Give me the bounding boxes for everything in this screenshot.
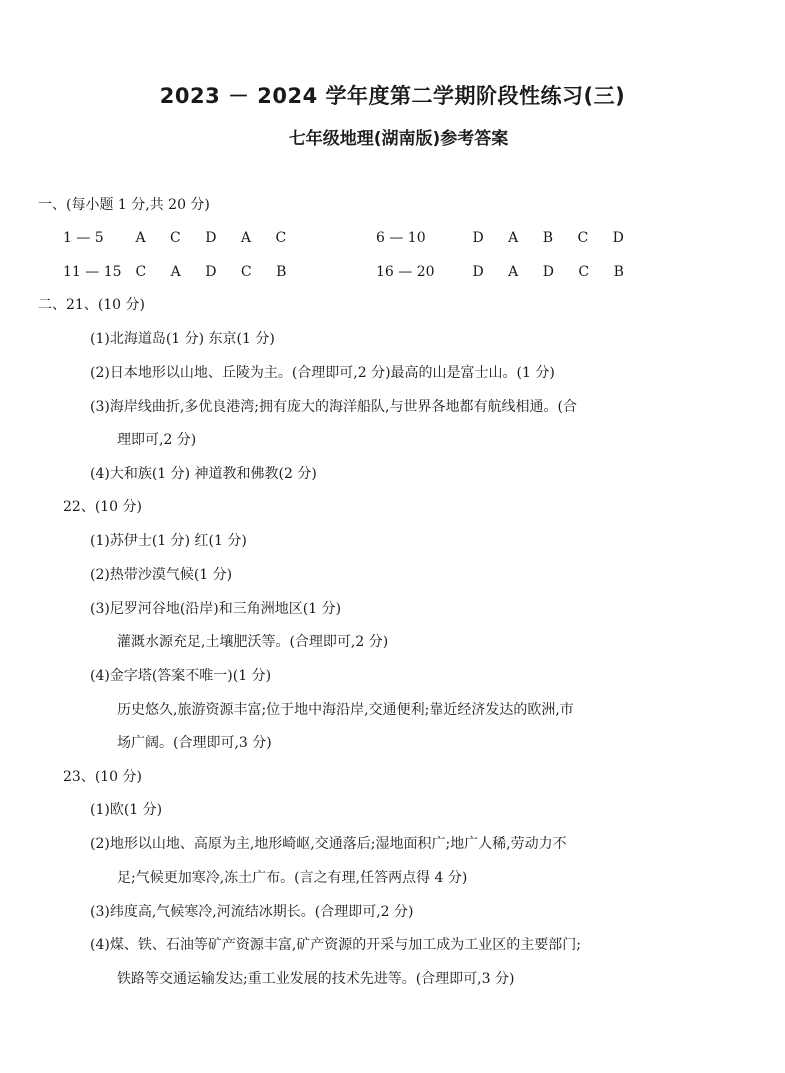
- answer-line: (1)北海道岛(1 分) 东京(1 分): [90, 331, 275, 347]
- answer-line: (4)煤、铁、石油等矿产资源丰富,矿产资源的开采与加工成为工业区的主要部门;: [90, 937, 581, 953]
- page-title: 2023 － 2024 学年度第二学期阶段性练习(三): [159, 84, 626, 108]
- answer-letter: A: [135, 230, 146, 246]
- answer-line: 灌溉水源充足,土壤肥沃等。(合理即可,2 分): [117, 634, 389, 650]
- answer-line: (4)金字塔(答案不唯一)(1 分): [90, 668, 272, 684]
- answer-letter: B: [276, 264, 287, 280]
- answer-letter: A: [508, 264, 519, 280]
- answer-letter: C: [240, 264, 252, 280]
- answer-letter: A: [170, 264, 181, 280]
- answer-letter: D: [472, 264, 484, 280]
- answer-range: 1 — 5: [63, 230, 104, 246]
- answer-line: (2)日本地形以山地、丘陵为主。(合理即可,2 分)最高的山是富士山。(1 分): [90, 365, 555, 381]
- answer-letter: D: [205, 264, 217, 280]
- answer-group: [63, 262, 306, 282]
- answer-letter: D: [472, 230, 484, 246]
- answer-letter: D: [205, 230, 217, 246]
- answer-line: 理即可,2 分): [117, 432, 197, 448]
- answer-letter: B: [613, 264, 624, 280]
- answer-line: 铁路等交通运输发达;重工业发展的技术先进等。(合理即可,3 分): [117, 971, 515, 987]
- answer-line: (4)大和族(1 分) 神道教和佛教(2 分): [90, 466, 317, 482]
- answer-letter: C: [135, 264, 147, 280]
- answer-letter: C: [577, 230, 589, 246]
- answer-letter: D: [612, 230, 624, 246]
- answer-letter: C: [578, 264, 590, 280]
- answer-range: 16 — 20: [376, 264, 435, 280]
- answer-line: 历史悠久,旅游资源丰富;位于地中海沿岸,交通便利;靠近经济发达的欧洲,市: [117, 702, 574, 718]
- q23-heading: 23、(10 分): [63, 769, 143, 785]
- answer-line: (1)苏伊士(1 分) 红(1 分): [90, 533, 247, 549]
- answer-letter: C: [275, 230, 287, 246]
- section1-heading: 一、(每小题 1 分,共 20 分): [38, 197, 210, 213]
- answer-line: (2)地形以山地、高原为主,地形崎岖,交通落后;湿地面积广;地广人稀,劳动力不: [90, 836, 567, 852]
- answer-letter: A: [240, 230, 252, 246]
- answer-group: [376, 228, 644, 248]
- answer-range: 6 — 10: [376, 230, 426, 246]
- answer-range: 11 — 15: [63, 264, 122, 280]
- answer-line: (3)海岸线曲折,多优良港湾;拥有庞大的海洋船队,与世界各地都有航线相通。(合: [90, 399, 577, 415]
- answer-line: (3)纬度高,气候寒冷,河流结冰期长。(合理即可,2 分): [90, 904, 414, 920]
- answer-line: (1)欧(1 分): [90, 802, 163, 818]
- answer-letter: B: [542, 230, 554, 246]
- answer-group: [376, 262, 644, 282]
- answer-line: 足;气候更加寒冷,冻土广布。(言之有理,任答两点得 4 分): [117, 870, 468, 886]
- answer-group: [63, 228, 306, 248]
- answer-line: (3)尼罗河谷地(沿岸)和三角洲地区(1 分): [90, 601, 342, 617]
- answer-line: (2)热带沙漠气候(1 分): [90, 567, 233, 583]
- answer-letter: A: [508, 230, 519, 246]
- answer-letter: C: [170, 230, 181, 246]
- q22-heading: 22、(10 分): [63, 499, 143, 515]
- answer-letter: D: [542, 264, 554, 280]
- answer-line: 场广阔。(合理即可,3 分): [117, 735, 272, 751]
- page-subtitle: 七年级地理(湖南版)参考答案: [288, 129, 509, 149]
- q21-heading: 二、21、(10 分): [38, 297, 146, 313]
